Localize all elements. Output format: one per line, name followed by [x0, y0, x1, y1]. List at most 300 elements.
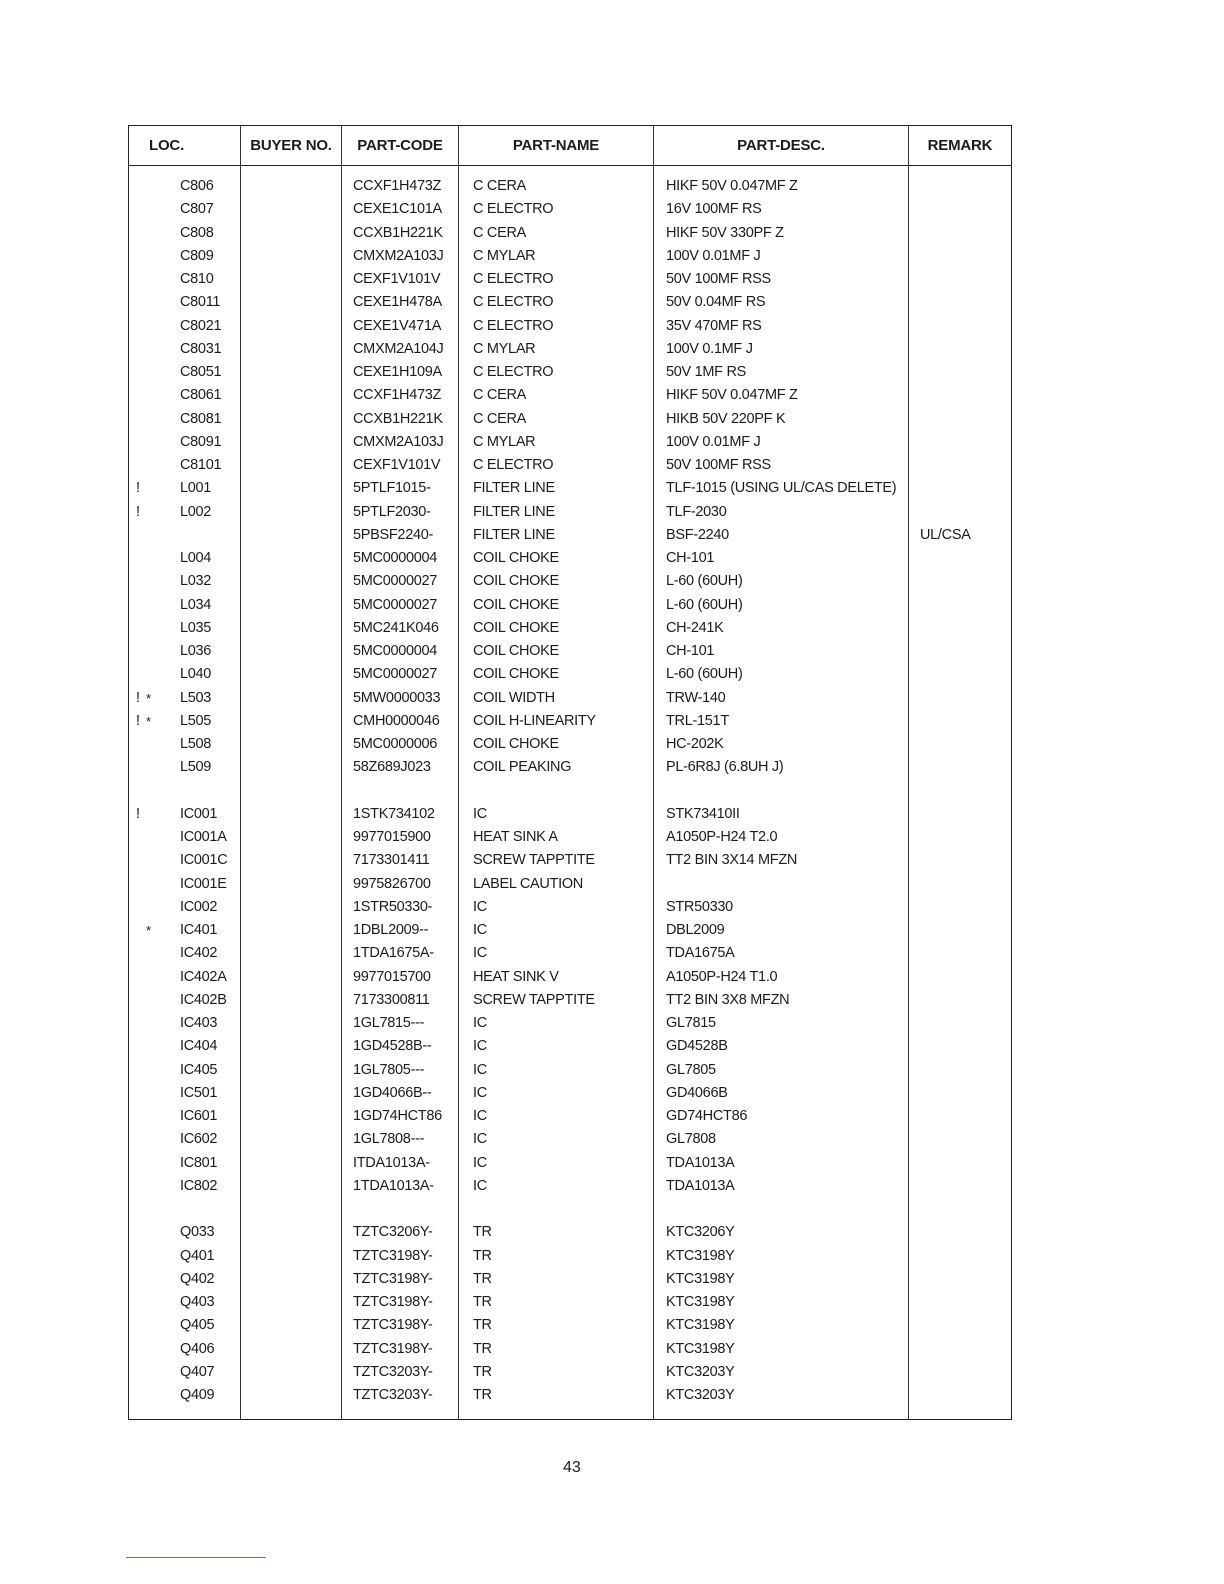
loc-cell [129, 826, 241, 849]
table-row [129, 1128, 1011, 1151]
part-desc-cell: STK73410II [666, 805, 740, 822]
part-code-cell: TZTC3203Y- [353, 1387, 433, 1403]
loc-cell [129, 733, 241, 756]
table-row [129, 803, 1011, 826]
part-code-cell: 5PTLF1015- [353, 480, 431, 497]
loc-text: L505 [180, 712, 212, 729]
buyer-no-cell [241, 1338, 342, 1361]
table-row [129, 1035, 1011, 1058]
part-name-cell: FILTER LINE [473, 503, 555, 520]
part-desc-cell: 16V 100MF RS [666, 201, 762, 218]
remark-cell [909, 547, 1011, 570]
table-row [129, 1314, 1011, 1337]
loc-cell [129, 175, 241, 198]
table-row [129, 873, 1011, 896]
part-desc-cell: CH-101 [666, 643, 715, 659]
buyer-no-cell [241, 966, 342, 989]
loc-cell [129, 477, 241, 500]
loc-text: IC802 [180, 1177, 218, 1194]
remark-cell [909, 1035, 1011, 1058]
remark-cell [909, 175, 1011, 198]
buyer-no-cell [241, 1059, 342, 1082]
part-name-cell: COIL CHOKE [473, 550, 559, 566]
part-code-cell: CCXF1H473Z [353, 387, 442, 404]
part-name-cell: TR [473, 1294, 492, 1310]
page-number: 43 [563, 1459, 581, 1476]
warning-mark: ! [136, 712, 140, 729]
remark-cell [909, 873, 1011, 896]
table-row [129, 547, 1011, 570]
header-buyer-no: BUYER NO. [241, 126, 342, 165]
loc-cell [129, 291, 241, 314]
loc-cell [129, 617, 241, 640]
buyer-no-cell [241, 291, 342, 314]
remark-cell [909, 408, 1011, 431]
part-name-cell: SCREW TAPPTITE [473, 991, 595, 1008]
loc-cell [129, 268, 241, 291]
part-name-cell: COIL H-LINEARITY [473, 712, 596, 729]
part-desc-cell: TRW-140 [666, 689, 726, 706]
part-code-cell: TZTC3198Y- [353, 1317, 433, 1334]
part-code-cell: CMXM2A103J [353, 433, 444, 450]
loc-cell [129, 1082, 241, 1105]
part-code-cell: 1GL7808--- [353, 1131, 425, 1148]
loc-text: C807 [180, 201, 214, 218]
buyer-no-cell [241, 594, 342, 617]
part-name-cell: C ELECTRO [473, 294, 554, 311]
part-name-cell: SCREW TAPPTITE [473, 852, 595, 869]
part-name-cell: C ELECTRO [473, 457, 554, 473]
part-code-cell: CEXF1V101V [353, 457, 441, 473]
loc-cell [129, 408, 241, 431]
part-code-cell: CCXB1H221K [353, 410, 443, 427]
table-row [129, 477, 1011, 500]
table-header [129, 126, 1011, 166]
table-row [129, 687, 1011, 710]
part-name-cell: C CERA [473, 224, 526, 241]
part-name-cell: COIL CHOKE [473, 666, 559, 683]
asterisk-mark: * [146, 923, 151, 938]
buyer-no-cell [241, 826, 342, 849]
buyer-no-cell [241, 1361, 342, 1384]
table-row [129, 175, 1011, 198]
part-name-cell: C CERA [473, 178, 526, 194]
remark-cell [909, 919, 1011, 942]
part-desc-cell: 100V 0.01MF J [666, 247, 761, 264]
part-name-cell: FILTER LINE [473, 526, 555, 543]
part-desc-cell: L-60 (60UH) [666, 573, 743, 590]
loc-text: C808 [180, 224, 214, 241]
table-row [129, 989, 1011, 1012]
table-row [129, 1245, 1011, 1268]
loc-cell [129, 338, 241, 361]
buyer-no-cell [241, 1035, 342, 1058]
part-name-cell: C ELECTRO [473, 271, 554, 287]
loc-text: L035 [180, 619, 212, 636]
table-row [129, 617, 1011, 640]
table-row [129, 245, 1011, 268]
loc-cell [129, 1221, 241, 1244]
part-desc-cell: GD74HCT86 [666, 1108, 748, 1124]
part-desc-cell: HIKF 50V 0.047MF Z [666, 178, 798, 194]
part-name-cell: IC [473, 805, 487, 822]
header-loc: LOC. [129, 126, 241, 165]
group-spacer [129, 780, 1011, 803]
buyer-no-cell [241, 408, 342, 431]
part-name-cell: C MYLAR [473, 340, 536, 357]
remark-cell [909, 361, 1011, 384]
loc-text: C8091 [180, 433, 222, 450]
buyer-no-cell [241, 1012, 342, 1035]
part-desc-cell: HIKF 50V 0.047MF Z [666, 387, 798, 404]
loc-cell [129, 1175, 241, 1198]
buyer-no-cell [241, 431, 342, 454]
table-row [129, 431, 1011, 454]
loc-text: L002 [180, 503, 212, 520]
table-row [129, 524, 1011, 547]
table-row [129, 942, 1011, 965]
loc-text: Q406 [180, 1340, 215, 1357]
part-name-cell: TR [473, 1224, 492, 1241]
part-code-cell: TZTC3198Y- [353, 1340, 433, 1357]
part-code-cell: 1GD4528B-- [353, 1038, 432, 1055]
remark-cell [909, 942, 1011, 965]
remark-cell [909, 826, 1011, 849]
part-desc-cell: TLF-2030 [666, 503, 727, 520]
part-desc-cell: KTC3203Y [666, 1363, 735, 1380]
loc-text: L004 [180, 550, 212, 566]
loc-cell [129, 873, 241, 896]
table-row [129, 408, 1011, 431]
remark-cell [909, 617, 1011, 640]
table-row [129, 1175, 1011, 1198]
loc-cell [129, 640, 241, 663]
remark-cell [909, 1105, 1011, 1128]
loc-cell [129, 315, 241, 338]
part-name-cell: HEAT SINK V [473, 968, 559, 985]
part-code-cell: 58Z689J023 [353, 759, 431, 776]
part-desc-cell: GD4066B [666, 1084, 728, 1101]
loc-text: Q407 [180, 1363, 215, 1380]
part-name-cell: TR [473, 1340, 492, 1357]
loc-text: IC601 [180, 1108, 218, 1124]
part-name-cell: COIL WIDTH [473, 689, 555, 706]
remark-cell [909, 1128, 1011, 1151]
part-name-cell: IC [473, 922, 487, 938]
loc-cell [129, 919, 241, 942]
part-name-cell: C ELECTRO [473, 317, 554, 334]
buyer-no-cell [241, 1105, 342, 1128]
part-name-cell: IC [473, 1038, 487, 1055]
part-desc-cell: GL7815 [666, 1015, 716, 1031]
part-desc-cell: L-60 (60UH) [666, 666, 743, 683]
table-row [129, 896, 1011, 919]
buyer-no-cell [241, 896, 342, 919]
part-code-cell: 5MC0000027 [353, 596, 438, 613]
loc-cell [129, 1012, 241, 1035]
buyer-no-cell [241, 989, 342, 1012]
loc-text: Q401 [180, 1247, 215, 1264]
loc-text: L001 [180, 480, 212, 497]
part-desc-cell: HC-202K [666, 736, 724, 752]
remark-cell [909, 291, 1011, 314]
loc-cell [129, 1338, 241, 1361]
loc-cell [129, 1105, 241, 1128]
remark-cell [909, 966, 1011, 989]
table-row [129, 1384, 1011, 1407]
loc-text: L508 [180, 736, 212, 752]
loc-cell [129, 710, 241, 733]
buyer-no-cell [241, 1128, 342, 1151]
loc-text: IC001A [180, 829, 227, 845]
buyer-no-cell [241, 570, 342, 593]
table-row [129, 1152, 1011, 1175]
loc-cell [129, 594, 241, 617]
part-code-cell: 1STR50330- [353, 898, 433, 915]
loc-text: L034 [180, 596, 212, 613]
part-desc-cell: BSF-2240 [666, 526, 729, 543]
loc-cell [129, 1384, 241, 1407]
loc-cell [129, 1059, 241, 1082]
remark-cell [909, 570, 1011, 593]
part-code-cell: 9977015700 [353, 968, 431, 985]
loc-text: IC501 [180, 1084, 218, 1101]
remark-cell [909, 1152, 1011, 1175]
buyer-no-cell [241, 547, 342, 570]
loc-text: IC405 [180, 1061, 218, 1078]
loc-text: IC001 [180, 805, 218, 822]
loc-cell [129, 222, 241, 245]
table-row [129, 640, 1011, 663]
part-desc-cell: L-60 (60UH) [666, 596, 743, 613]
loc-cell [129, 756, 241, 779]
part-name-cell: COIL PEAKING [473, 759, 572, 776]
part-desc-cell: KTC3198Y [666, 1294, 735, 1310]
part-desc-cell: 50V 100MF RSS [666, 457, 771, 473]
part-code-cell: CMXM2A104J [353, 340, 444, 357]
remark-cell [909, 384, 1011, 407]
buyer-no-cell [241, 222, 342, 245]
loc-cell [129, 663, 241, 686]
remark-cell [909, 710, 1011, 733]
remark-cell [909, 1221, 1011, 1244]
loc-text: Q033 [180, 1224, 215, 1241]
table-row [129, 1105, 1011, 1128]
table-row [129, 1059, 1011, 1082]
loc-cell [129, 245, 241, 268]
part-code-cell: TZTC3206Y- [353, 1224, 433, 1241]
remark-cell [909, 431, 1011, 454]
loc-cell [129, 803, 241, 826]
loc-text: Q403 [180, 1294, 215, 1310]
part-name-cell: IC [473, 945, 487, 962]
loc-cell [129, 989, 241, 1012]
part-desc-cell: A1050P-H24 T2.0 [666, 829, 778, 845]
header-part-desc: PART-DESC. [654, 126, 909, 165]
part-desc-cell: TRL-151T [666, 712, 729, 729]
part-name-cell: COIL CHOKE [473, 736, 559, 752]
remark-cell [909, 501, 1011, 524]
buyer-no-cell [241, 361, 342, 384]
loc-text: IC002 [180, 898, 218, 915]
part-code-cell: 5MC0000006 [353, 736, 438, 752]
table-row [129, 919, 1011, 942]
loc-text: C8021 [180, 317, 222, 334]
buyer-no-cell [241, 315, 342, 338]
buyer-no-cell [241, 1082, 342, 1105]
parts-list-table [128, 125, 1012, 1420]
loc-cell [129, 1245, 241, 1268]
remark-cell [909, 245, 1011, 268]
table-row [129, 454, 1011, 477]
part-desc-cell: KTC3198Y [666, 1247, 735, 1264]
loc-text: L036 [180, 643, 212, 659]
buyer-no-cell [241, 1221, 342, 1244]
loc-text: C8011 [180, 294, 221, 311]
part-code-cell: 5MC241K046 [353, 619, 439, 636]
table-row [129, 733, 1011, 756]
part-name-cell: TR [473, 1363, 492, 1380]
remark-cell [909, 849, 1011, 872]
part-code-cell: 1GD74HCT86 [353, 1108, 442, 1124]
loc-cell [129, 431, 241, 454]
part-code-cell: 5MC0000027 [353, 666, 438, 683]
loc-text: C809 [180, 247, 214, 264]
part-code-cell: 7173300811 [353, 991, 430, 1008]
part-desc-cell: KTC3198Y [666, 1270, 735, 1287]
remark-cell [909, 1245, 1011, 1268]
remark-cell [909, 1059, 1011, 1082]
loc-cell [129, 501, 241, 524]
part-code-cell: 1STK734102 [353, 805, 435, 822]
remark-cell [909, 1314, 1011, 1337]
part-name-cell: TR [473, 1270, 492, 1287]
part-desc-cell: GL7805 [666, 1061, 716, 1078]
part-code-cell: CCXB1H221K [353, 224, 443, 241]
part-name-cell: COIL CHOKE [473, 643, 559, 659]
table-row [129, 198, 1011, 221]
part-name-cell: TR [473, 1317, 492, 1334]
loc-text: IC402A [180, 968, 227, 985]
warning-mark: ! [136, 689, 140, 706]
remark-cell [909, 1175, 1011, 1198]
remark-cell [909, 594, 1011, 617]
part-code-cell: CEXF1V101V [353, 271, 441, 287]
part-desc-cell: CH-241K [666, 619, 724, 636]
part-name-cell: IC [473, 1084, 487, 1101]
remark-cell [909, 640, 1011, 663]
loc-text: C8061 [180, 387, 222, 404]
buyer-no-cell [241, 873, 342, 896]
loc-text: C806 [180, 178, 214, 194]
remark-cell [909, 1291, 1011, 1314]
part-code-cell: TZTC3203Y- [353, 1363, 433, 1380]
part-name-cell: IC [473, 1015, 487, 1031]
loc-text: IC801 [180, 1154, 218, 1171]
loc-text: Q405 [180, 1317, 215, 1334]
loc-cell [129, 849, 241, 872]
loc-cell [129, 1291, 241, 1314]
buyer-no-cell [241, 1314, 342, 1337]
buyer-no-cell [241, 198, 342, 221]
part-desc-cell: 50V 100MF RSS [666, 271, 771, 287]
part-code-cell: ITDA1013A- [353, 1154, 430, 1171]
part-desc-cell: TDA1675A [666, 945, 735, 962]
buyer-no-cell [241, 1175, 342, 1198]
warning-mark: ! [136, 805, 140, 822]
buyer-no-cell [241, 501, 342, 524]
warning-mark: ! [136, 480, 140, 497]
table-row [129, 710, 1011, 733]
part-desc-cell: KTC3206Y [666, 1224, 735, 1241]
table-row [129, 1012, 1011, 1035]
part-name-cell: TR [473, 1387, 492, 1403]
loc-text: IC001C [180, 852, 228, 869]
table-row [129, 826, 1011, 849]
table-row [129, 501, 1011, 524]
part-desc-cell: TDA1013A [666, 1154, 735, 1171]
loc-text: L040 [180, 666, 212, 683]
part-desc-cell: KTC3198Y [666, 1340, 735, 1357]
part-desc-cell: 50V 1MF RS [666, 364, 746, 380]
part-code-cell: 9975826700 [353, 875, 431, 892]
table-row [129, 570, 1011, 593]
buyer-no-cell [241, 1245, 342, 1268]
remark-cell [909, 1338, 1011, 1361]
table-row [129, 1082, 1011, 1105]
loc-text: IC001E [180, 875, 227, 892]
part-code-cell: 1GD4066B-- [353, 1084, 432, 1101]
part-desc-cell: 35V 470MF RS [666, 317, 762, 334]
loc-text: IC402 [180, 945, 218, 962]
loc-cell [129, 454, 241, 477]
loc-text: L032 [180, 573, 212, 590]
remark-cell [909, 989, 1011, 1012]
buyer-no-cell [241, 617, 342, 640]
remark-cell [909, 1082, 1011, 1105]
table-row [129, 594, 1011, 617]
part-name-cell: IC [473, 898, 487, 915]
part-code-cell: CEXE1H478A [353, 294, 442, 311]
table-body [129, 166, 1011, 1419]
part-name-cell: C ELECTRO [473, 364, 554, 380]
part-desc-cell: PL-6R8J (6.8UH J) [666, 759, 784, 776]
part-code-cell: 7173301411 [353, 852, 430, 869]
part-code-cell: 1GL7815--- [353, 1015, 425, 1031]
part-name-cell: COIL CHOKE [473, 596, 559, 613]
loc-text: C8051 [180, 364, 222, 380]
buyer-no-cell [241, 1291, 342, 1314]
part-desc-cell: TLF-1015 (USING UL/CAS DELETE) [666, 480, 897, 497]
part-code-cell: 1DBL2009-- [353, 922, 429, 938]
group-spacer [129, 1198, 1011, 1221]
buyer-no-cell [241, 477, 342, 500]
part-desc-cell [654, 873, 909, 896]
loc-text: C8031 [180, 340, 222, 357]
table-row [129, 966, 1011, 989]
buyer-no-cell [241, 338, 342, 361]
part-desc-cell: HIKB 50V 220PF K [666, 410, 786, 427]
buyer-no-cell [241, 663, 342, 686]
part-name-cell: LABEL CAUTION [473, 875, 583, 892]
table-row [129, 1361, 1011, 1384]
loc-cell [129, 570, 241, 593]
part-code-cell: TZTC3198Y- [353, 1294, 433, 1310]
part-code-cell: 9977015900 [353, 829, 431, 845]
loc-cell [129, 1152, 241, 1175]
loc-text: Q402 [180, 1270, 215, 1287]
part-name-cell: C MYLAR [473, 247, 536, 264]
